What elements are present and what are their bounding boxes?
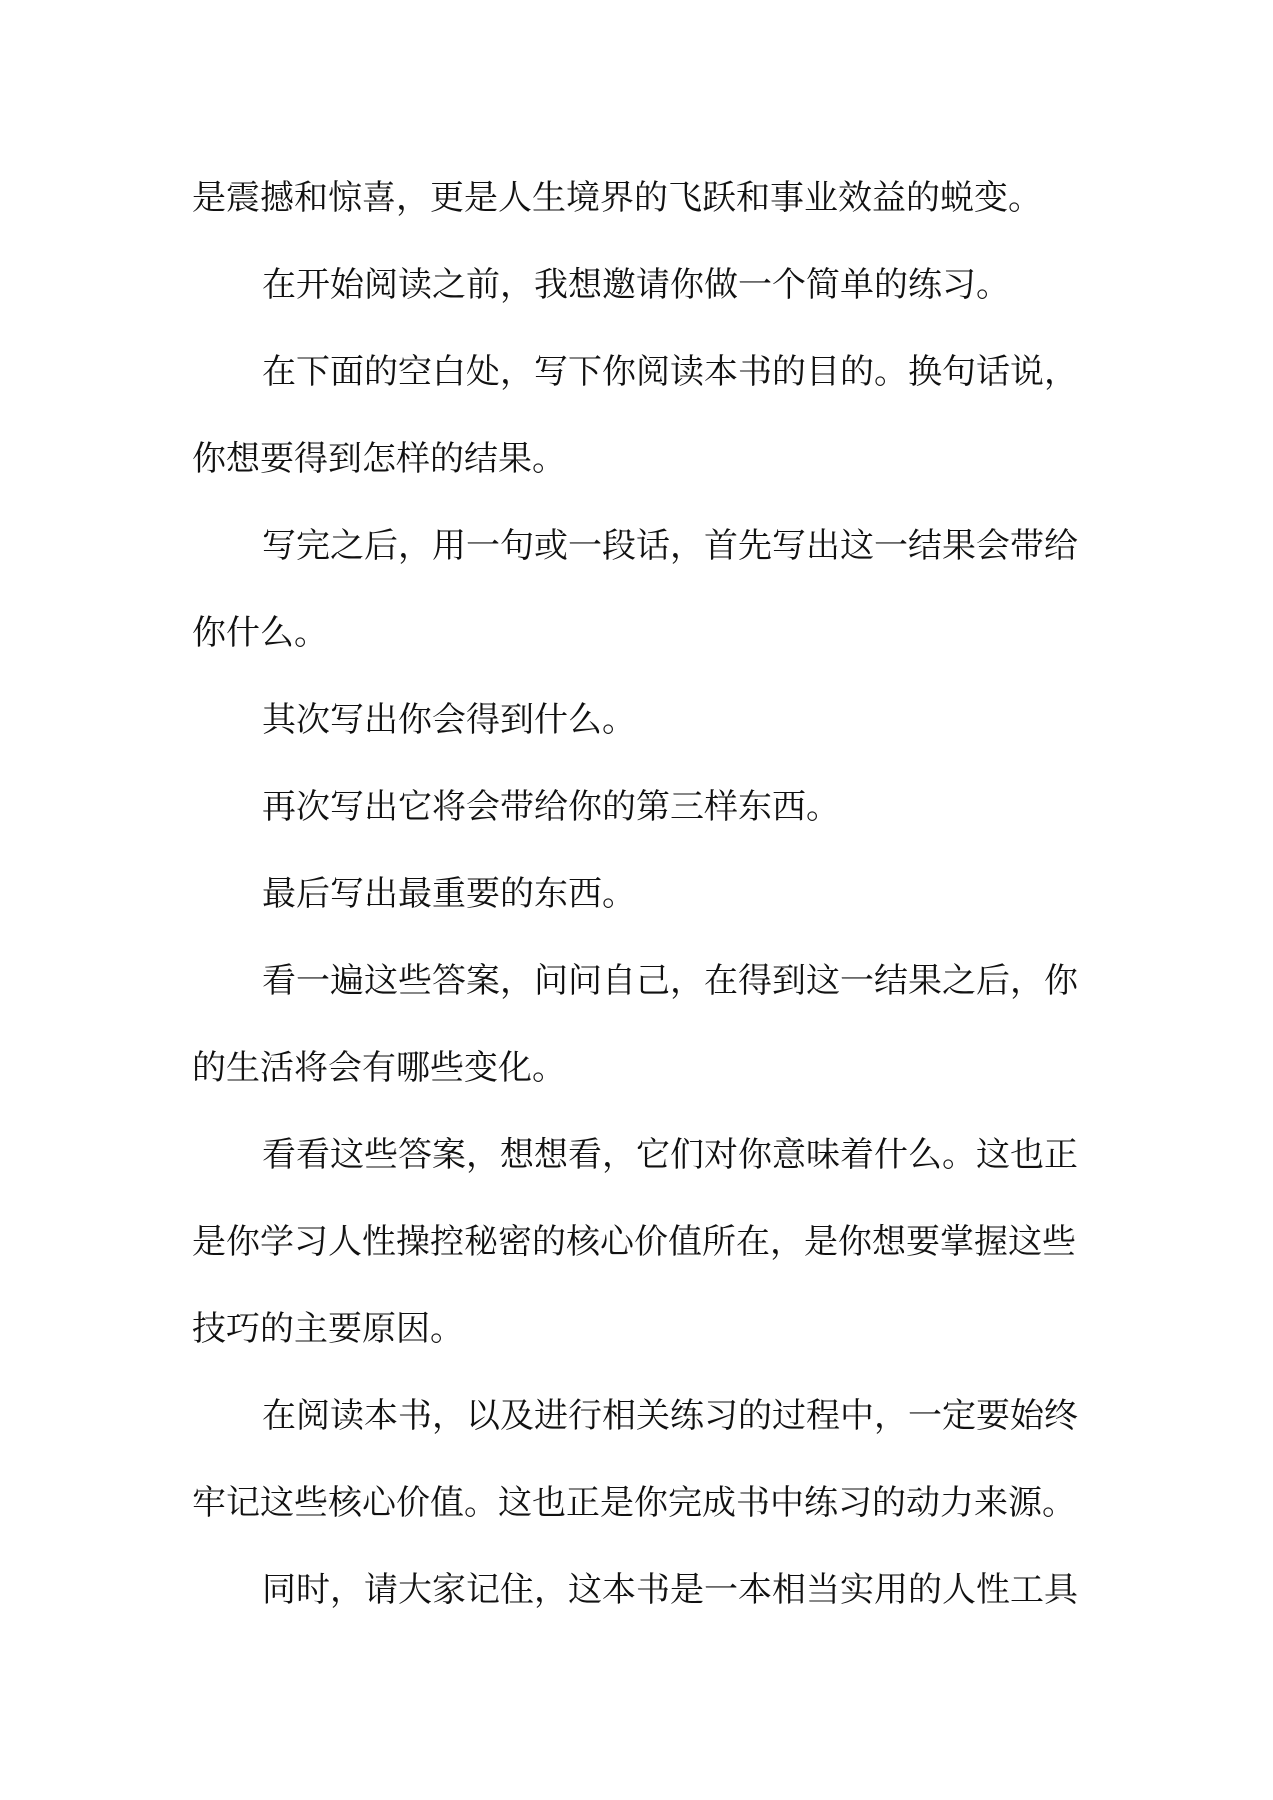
text-line: 写完之后，用一句或一段话，首先写出这一结果会带给	[262, 526, 1078, 566]
text-line: 看一遍这些答案，问问自己，在得到这一结果之后，你	[262, 961, 1078, 1001]
text-line: 再次写出它将会带给你的第三样东西。	[262, 787, 840, 827]
text-line: 看看这些答案，想想看，它们对你意味着什么。这也正	[262, 1135, 1078, 1175]
text-line: 最后写出最重要的东西。	[262, 874, 636, 914]
text-line: 你想要得到怎样的结果。	[192, 439, 566, 479]
text-line: 在阅读本书，以及进行相关练习的过程中，一定要始终	[262, 1396, 1078, 1436]
text-line: 牢记这些核心价值。这也正是你完成书中练习的动力来源。	[192, 1483, 1076, 1523]
text-line: 你什么。	[192, 613, 328, 653]
text-line: 的生活将会有哪些变化。	[192, 1048, 566, 1088]
text-line: 在下面的空白处，写下你阅读本书的目的。换句话说，	[262, 352, 1078, 392]
text-line: 其次写出你会得到什么。	[262, 700, 636, 740]
text-line: 同时，请大家记住，这本书是一本相当实用的人性工具	[262, 1570, 1078, 1610]
text-line: 是震撼和惊喜，更是人生境界的飞跃和事业效益的蜕变。	[192, 178, 1042, 218]
text-line: 是你学习人性操控秘密的核心价值所在，是你想要掌握这些	[192, 1222, 1076, 1262]
text-line: 在开始阅读之前，我想邀请你做一个简单的练习。	[262, 265, 1010, 305]
text-line: 技巧的主要原因。	[192, 1309, 464, 1349]
